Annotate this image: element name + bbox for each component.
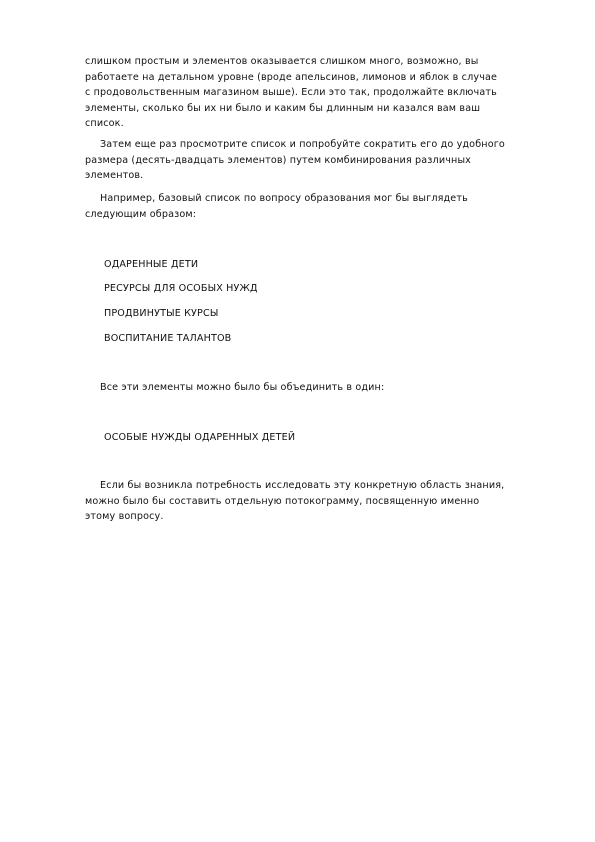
paragraph-example-intro <box>85 191 555 222</box>
text-line: этому вопросу. <box>85 511 164 522</box>
list-item: ПРОДВИНУТЫЕ КУРСЫ <box>104 308 219 319</box>
text-line: список. <box>85 118 124 129</box>
text-line: работаете на детальном уровне (вроде апельсинов, лимонов и яблок в случае <box>85 71 498 83</box>
text-line: Например, базовый список по вопросу образования мог бы выглядеть <box>100 193 468 204</box>
text-line: элементы, сколько бы их ни было и каким бы длинным ни казался вам ваш <box>85 102 481 114</box>
text-line: Все эти элементы можно было бы объединить в один: <box>100 382 385 393</box>
paragraph-flowchart <box>85 478 555 525</box>
text-line: слишком простым и элементов оказывается слишком много, возможно, вы <box>85 56 479 67</box>
text-line: с продовольственным магазином выше). Если это так, продолжайте включать <box>85 87 497 98</box>
text-line: можно было бы составить отдельную потокограмму, посвященную именно <box>85 495 480 507</box>
text-line: Если бы возникла потребность исследовать эту конкретную область знания, <box>100 480 505 491</box>
text-line: следующим образом: <box>85 208 197 220</box>
text-line: элементов. <box>85 170 144 181</box>
paragraph-combine <box>100 380 570 396</box>
list-item: ОДАРЕННЫЕ ДЕТИ <box>104 259 199 270</box>
list-item: РЕСУРСЫ ДЛЯ ОСОБЫХ НУЖД <box>104 283 258 294</box>
paragraph-shorten-list <box>85 137 555 184</box>
text-line: размера (десять-двадцать элементов) путем комбинирования различных <box>85 154 472 166</box>
text-line: Затем еще раз просмотрите список и попробуйте сократить его до удобного <box>100 139 505 150</box>
combined-item: ОСОБЫЕ НУЖДЫ ОДАРЕННЫХ ДЕТЕЙ <box>104 432 296 443</box>
list-item: ВОСПИТАНИЕ ТАЛАНТОВ <box>104 333 232 344</box>
paragraph-continued <box>85 54 555 132</box>
